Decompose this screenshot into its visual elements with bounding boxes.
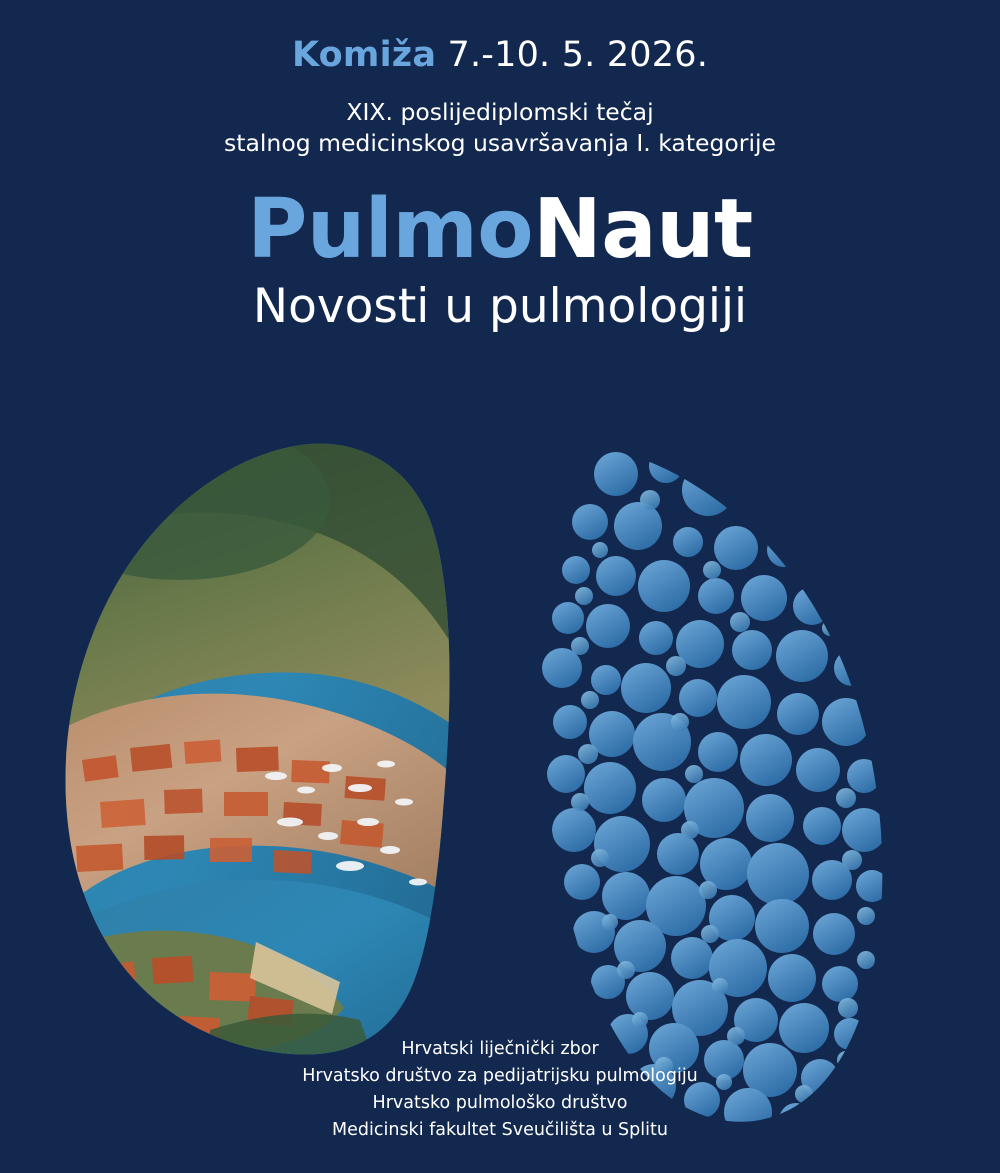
left-lung-photo (60, 430, 460, 1130)
organisation-item: Hrvatski liječnički zbor (401, 1039, 599, 1059)
location-label: Komiža (291, 35, 437, 75)
right-lung-bubbles (542, 449, 889, 1130)
lungs-artwork (60, 430, 950, 1130)
dateline (0, 36, 1000, 75)
event-tagline: Novosti u pulmologiji (252, 279, 748, 334)
brand-part-pulmo: Pulmo (247, 182, 534, 277)
date-label: 7.-10. 5. 2026. (447, 35, 709, 75)
event-brand-title (0, 182, 1000, 277)
organisation-item: Hrvatsko pulmološko društvo (372, 1093, 628, 1114)
organisations-list (0, 1036, 1000, 1145)
organisation-item: Medicinski fakultet Sveučilišta u Splitu (332, 1120, 668, 1141)
course-subtitle-line1: XIX. poslijediplomski tečaj (346, 97, 654, 126)
poster-header (0, 0, 1000, 333)
course-subtitle-line2: stalnog medicinskog usavršavanja I. kategorije (224, 128, 776, 157)
course-subtitle (0, 97, 1000, 160)
brand-part-naut: Naut (533, 182, 753, 277)
organisation-item: Hrvatsko društvo za pedijatrijsku pulmologiju (302, 1066, 698, 1087)
